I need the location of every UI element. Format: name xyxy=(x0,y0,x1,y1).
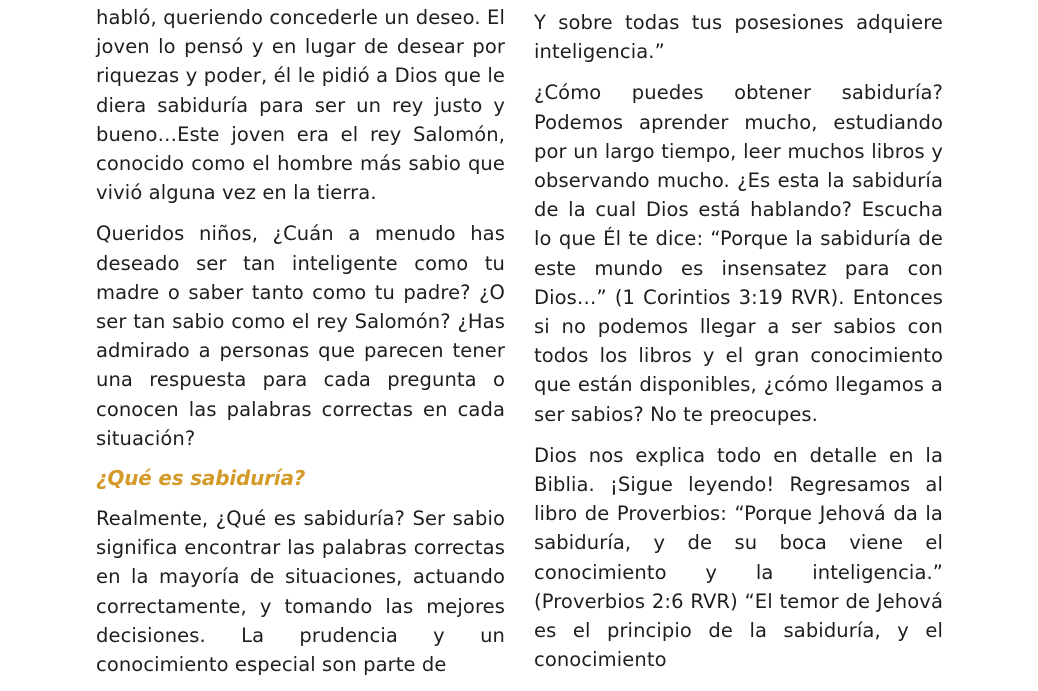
left-column xyxy=(96,3,505,691)
right-column xyxy=(534,8,943,686)
paragraph-how-obtain-wisdom: ¿Cómo puedes obtener sabiduría? Podemos aprender mucho, estudiando por un largo tiempo, leer muchos libros y observando mucho. ¿Es esta la sabiduría de la cual Dios está hablando? Escucha lo que Él te dice: “Porque la sabiduría de este mundo es insensatez para con Dios…” (1 Corintios 3:19 RVR). Entonces si no podemos llegar a ser sabios con todos los libros y el gran conocimiento que están disponibles, ¿cómo llegamos a ser sabios? No te preocupes. xyxy=(534,81,943,426)
paragraph-possessions-intelligence: Y sobre todas tus posesiones adquiere inteligencia.” xyxy=(534,11,943,64)
paragraph-god-explains: Dios nos explica todo en detalle en la Biblia. ¡Sigue leyendo! Regresamos al libro de Proverbios: “Porque Jehová da la sabiduría, y de su boca viene el conocimiento y la inteligencia.” (Proverbios 2:6 RVR) “El temor de Jehová es el principio de la sabiduría, y el conocimiento xyxy=(534,443,943,672)
paragraph-king-solomon: habló, queriendo concederle un deseo. El joven lo pensó y en lugar de desear por riquezas y poder, él le pidió a Dios que le diera sabiduría para ser un rey justo y bueno…Este joven era el rey Salomón, conocido como el hombre más sabio que vivió alguna vez en la tierra. xyxy=(96,6,505,205)
paragraph-wisdom-definition: Realmente, ¿Qué es sabiduría? Ser sabio significa encontrar las palabras correctas en la mayoría de situaciones, actuando correctamente, y tomando las mejores decisiones. La prudencia y un conocimiento especial son parte de xyxy=(96,507,505,677)
section-heading-what-is-wisdom: ¿Qué es sabiduría? xyxy=(96,466,306,491)
paragraph-dear-children: Queridos niños, ¿Cuán a menudo has deseado ser tan inteligente como tu madre o saber tanto como tu padre? ¿O ser tan sabio como el rey Salomón? ¿Has admirado a personas que parecen tener una respuesta para cada pregunta o conocen las palabras correctas en cada situación? xyxy=(96,222,505,450)
